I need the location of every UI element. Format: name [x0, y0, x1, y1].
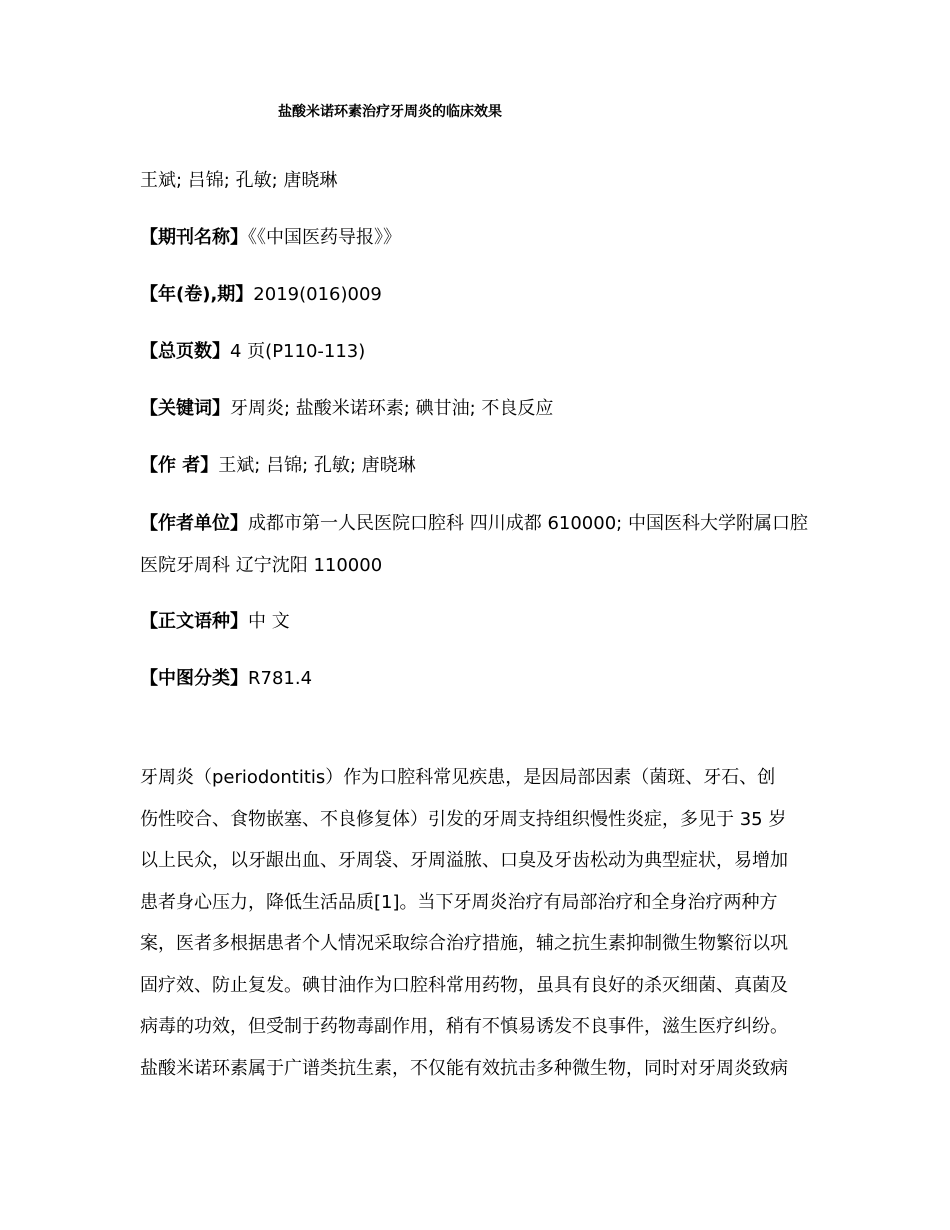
meta-label: 【中图分类】 — [140, 668, 248, 689]
meta-value: 中 文 — [248, 611, 290, 632]
body-line: 盐酸米诺环素属于广谱类抗生素，不仅能有效抗击多种微生物，同时对牙周炎致病 — [140, 1057, 788, 1079]
body-line: 牙周炎（periodontitis）作为口腔科常见疾患，是因局部因素（菌斑、牙石、创 — [140, 767, 776, 788]
meta-label: 【年(卷),期】 — [140, 284, 254, 305]
meta-classification — [140, 666, 312, 692]
meta-total-pages — [140, 339, 365, 365]
body-line: 伤性咬合、食物嵌塞、不良修复体）引发的牙周支持组织慢性炎症，多见于 35 岁 — [140, 808, 787, 830]
body-paragraph — [140, 757, 815, 1089]
meta-value: 2019(016)009 — [253, 284, 382, 305]
meta-label: 【关键词】 — [140, 398, 230, 419]
meta-journal — [140, 225, 401, 251]
meta-value: 王斌; 吕锦; 孔敏; 唐晓琳 — [218, 455, 416, 476]
body-line: 病毒的功效，但受制于药物毒副作用，稍有不慎易诱发不良事件，滋生医疗纠纷。 — [140, 1016, 788, 1037]
body-line: 固疗效、防止复发。碘甘油作为口腔科常用药物，虽具有良好的杀灭细菌、真菌及 — [140, 974, 788, 996]
meta-authors — [140, 453, 416, 479]
meta-value: 成都市第一人民医院口腔科 四川成都 610000; 中国医科大学附属口腔医院牙周科 辽宁沈阳 110000 — [140, 513, 808, 576]
meta-year-volume-issue — [140, 282, 382, 308]
meta-value: 4 页(P110-113) — [230, 341, 366, 362]
body-line: 案，医者多根据患者个人情况采取综合治疗措施，辅之抗生素抑制微生物繁衍以巩 — [140, 933, 788, 954]
meta-label: 【正文语种】 — [140, 611, 248, 632]
meta-label: 【作者单位】 — [140, 513, 248, 534]
body-line: 以上民众，以牙龈出血、牙周袋、牙周溢脓、口臭及牙齿松动为典型症状，易增加 — [140, 850, 788, 871]
meta-affiliation — [140, 503, 815, 587]
meta-keywords — [140, 396, 553, 422]
body-line: 患者身心压力，降低生活品质[1]。当下牙周炎治疗有局部治疗和全身治疗两种方 — [140, 891, 778, 913]
document-title: 盐酸米诺环素治疗牙周炎的临床效果 — [278, 104, 502, 120]
meta-label: 【总页数】 — [140, 341, 230, 362]
meta-label: 【期刊名称】 — [140, 227, 248, 248]
meta-value: 牙周炎; 盐酸米诺环素; 碘甘油; 不良反应 — [230, 398, 554, 419]
meta-language — [140, 609, 290, 635]
authors-line: 王斌; 吕锦; 孔敏; 唐晓琳 — [140, 170, 338, 191]
meta-label: 【作 者】 — [140, 455, 219, 476]
meta-value: 《《中国医药导报》》 — [248, 227, 401, 248]
meta-value: R781.4 — [248, 668, 313, 689]
